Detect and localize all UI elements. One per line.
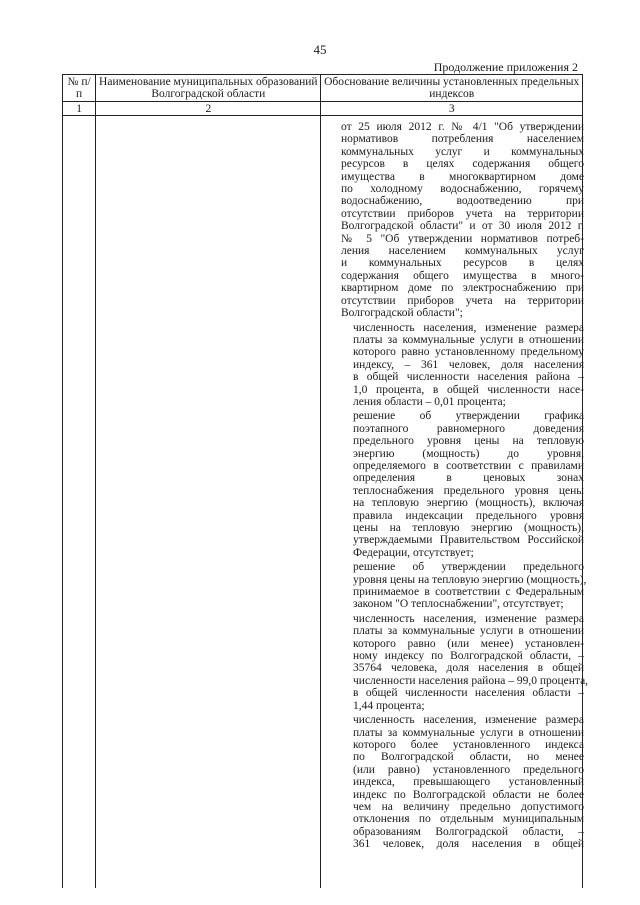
paragraph-line: № 5 "Об утверждении нормативов потреб- [341,232,584,245]
table-column-numbers-row [63,102,583,116]
paragraph-line: образованиям Волгоградской области, – [353,825,584,838]
paragraph-line: содержания общего имущества в много- [341,269,584,282]
paragraph-line: ному индексу по Волгоградской области, – [353,650,584,663]
paragraph-line: законом "О теплоснабжении", отсутствует; [353,598,564,611]
paragraph-line: платы за коммунальные услуги в отношении [353,333,584,346]
paragraph-line: платы за коммунальные услуги в отношении [353,625,584,638]
paragraph-line: цены на тепловую энергию (мощность), [353,522,584,534]
paragraph-line: решение об утверждении графика [353,410,584,423]
paragraph-line: поэтапного равномерного доведения [353,422,584,435]
body-cell-number [63,116,96,889]
paragraph-line: на тепловую энергию (мощность), включая [353,497,584,510]
paragraph-line: по холодному водоснабжению, горячему [341,183,584,196]
paragraph-line: предельного уровня цены на тепловую [353,435,584,448]
paragraph [341,410,584,559]
paragraph-line: 1,44 процента; [353,699,425,712]
header-number: № п/п [63,75,96,102]
paragraph-line: по Волгоградской области, но менее [353,751,584,764]
paragraph-line: численность населения, изменение размера [353,612,584,625]
header-municipality: Наименование муниципальных образований Волгоградской области [96,75,321,102]
paragraph-line: 1,0 процента, в общей численности насе- [353,383,584,396]
paragraph [341,714,584,850]
paragraph-line: водоснабжению, водоотведению при [341,195,584,208]
paragraph-line: отклонения по отдельным муниципальным [353,813,584,826]
paragraph-line: 361 человек, доля населения в общей [353,838,584,851]
paragraph-line: имущества в многоквартирном доме [341,170,584,183]
justification-text [341,121,589,853]
paragraph-line: уровня цены на тепловую энергию (мощность), [353,573,587,586]
paragraph-line: принимаемое в соответствии с Федеральным [353,586,584,599]
paragraph-line: Федерации, отсутствует; [353,546,474,559]
paragraph-line: коммунальных услуг и коммунальных [341,145,584,158]
paragraph-line: (или равно) установленного предельного [353,763,584,776]
paragraph-line: численность населения, изменение размера [353,714,584,727]
paragraph [341,121,584,320]
paragraph-line: нормативов потребления населением [341,133,584,146]
paragraph-line: индекс по Волгоградской области не более [353,788,584,801]
paragraph-line: ресурсов в целях содержания общего [341,158,584,171]
continuation-label: Продолжение приложения 2 [433,60,578,74]
paragraph-line: чем на величину предельно допустимого [353,800,584,813]
table-header-row [63,75,583,102]
paragraph-line: и коммунальных ресурсов в целях [341,257,584,270]
paragraph-line: которого равно установленному предельному [353,346,584,359]
paragraph-line: отсутствии приборов учета на территории [341,207,584,220]
paragraph-line: правила индексации предельного уровня [353,509,584,522]
paragraph-line: в общей численности населения области – [353,687,584,700]
paragraph-line: квартирном доме по электроснабжению при [341,282,584,295]
paragraph-line: отсутствии приборов учета на территории [341,294,584,307]
paragraph [341,612,589,712]
paragraph-line: Волгоградской области"; [341,307,463,320]
page-number: 45 [313,42,327,57]
paragraph-line: ления области – 0,01 процента; [353,395,506,408]
column-number-2: 2 [96,102,321,116]
paragraph-line: от 25 июля 2012 г. № 4/1 "Об утверждении [341,121,584,133]
paragraph-line: Волгоградской области" и от 30 июля 2012 г. [341,220,584,233]
paragraph-line: 35764 человека, доля населения в общей [353,662,584,675]
paragraph-line: ления населением коммунальных услуг [341,245,584,258]
paragraph-line: решение об утверждении предельного [353,561,584,574]
paragraph [341,561,587,611]
paragraph-line: теплоснабжения предельного уровня цены [353,484,584,497]
body-cell-municipality [96,116,321,889]
column-number-1: 1 [63,102,96,116]
paragraph [341,322,584,409]
paragraph-line: определения в ценовых зонах [353,472,584,485]
paragraph-line: определяемого в соответствии с правилами [353,459,584,472]
paragraph-line: платы за коммунальные услуги в отношении [353,726,584,739]
paragraph-line: в общей численности населения района – [353,371,584,384]
header-justification: Обоснование величины установленных предельных индексов [321,75,583,102]
paragraph-line: численность населения, изменение размера [353,321,584,334]
paragraph-line: индекса, превышающего установленный [353,776,584,789]
paragraph-line: индексу, – 361 человек, доля населения [353,358,584,371]
paragraph-line: которого более установленного индекса [353,738,584,751]
paragraph-line: которого равно (или менее) установлен- [353,637,584,650]
paragraph-line: энергию (мощность) до уровня, [353,447,584,460]
paragraph-line: утверждаемыми Правительством Российской [353,534,584,547]
paragraph-line: численности населения района – 99,0 процента, [353,674,589,687]
column-number-3: 3 [321,102,583,116]
